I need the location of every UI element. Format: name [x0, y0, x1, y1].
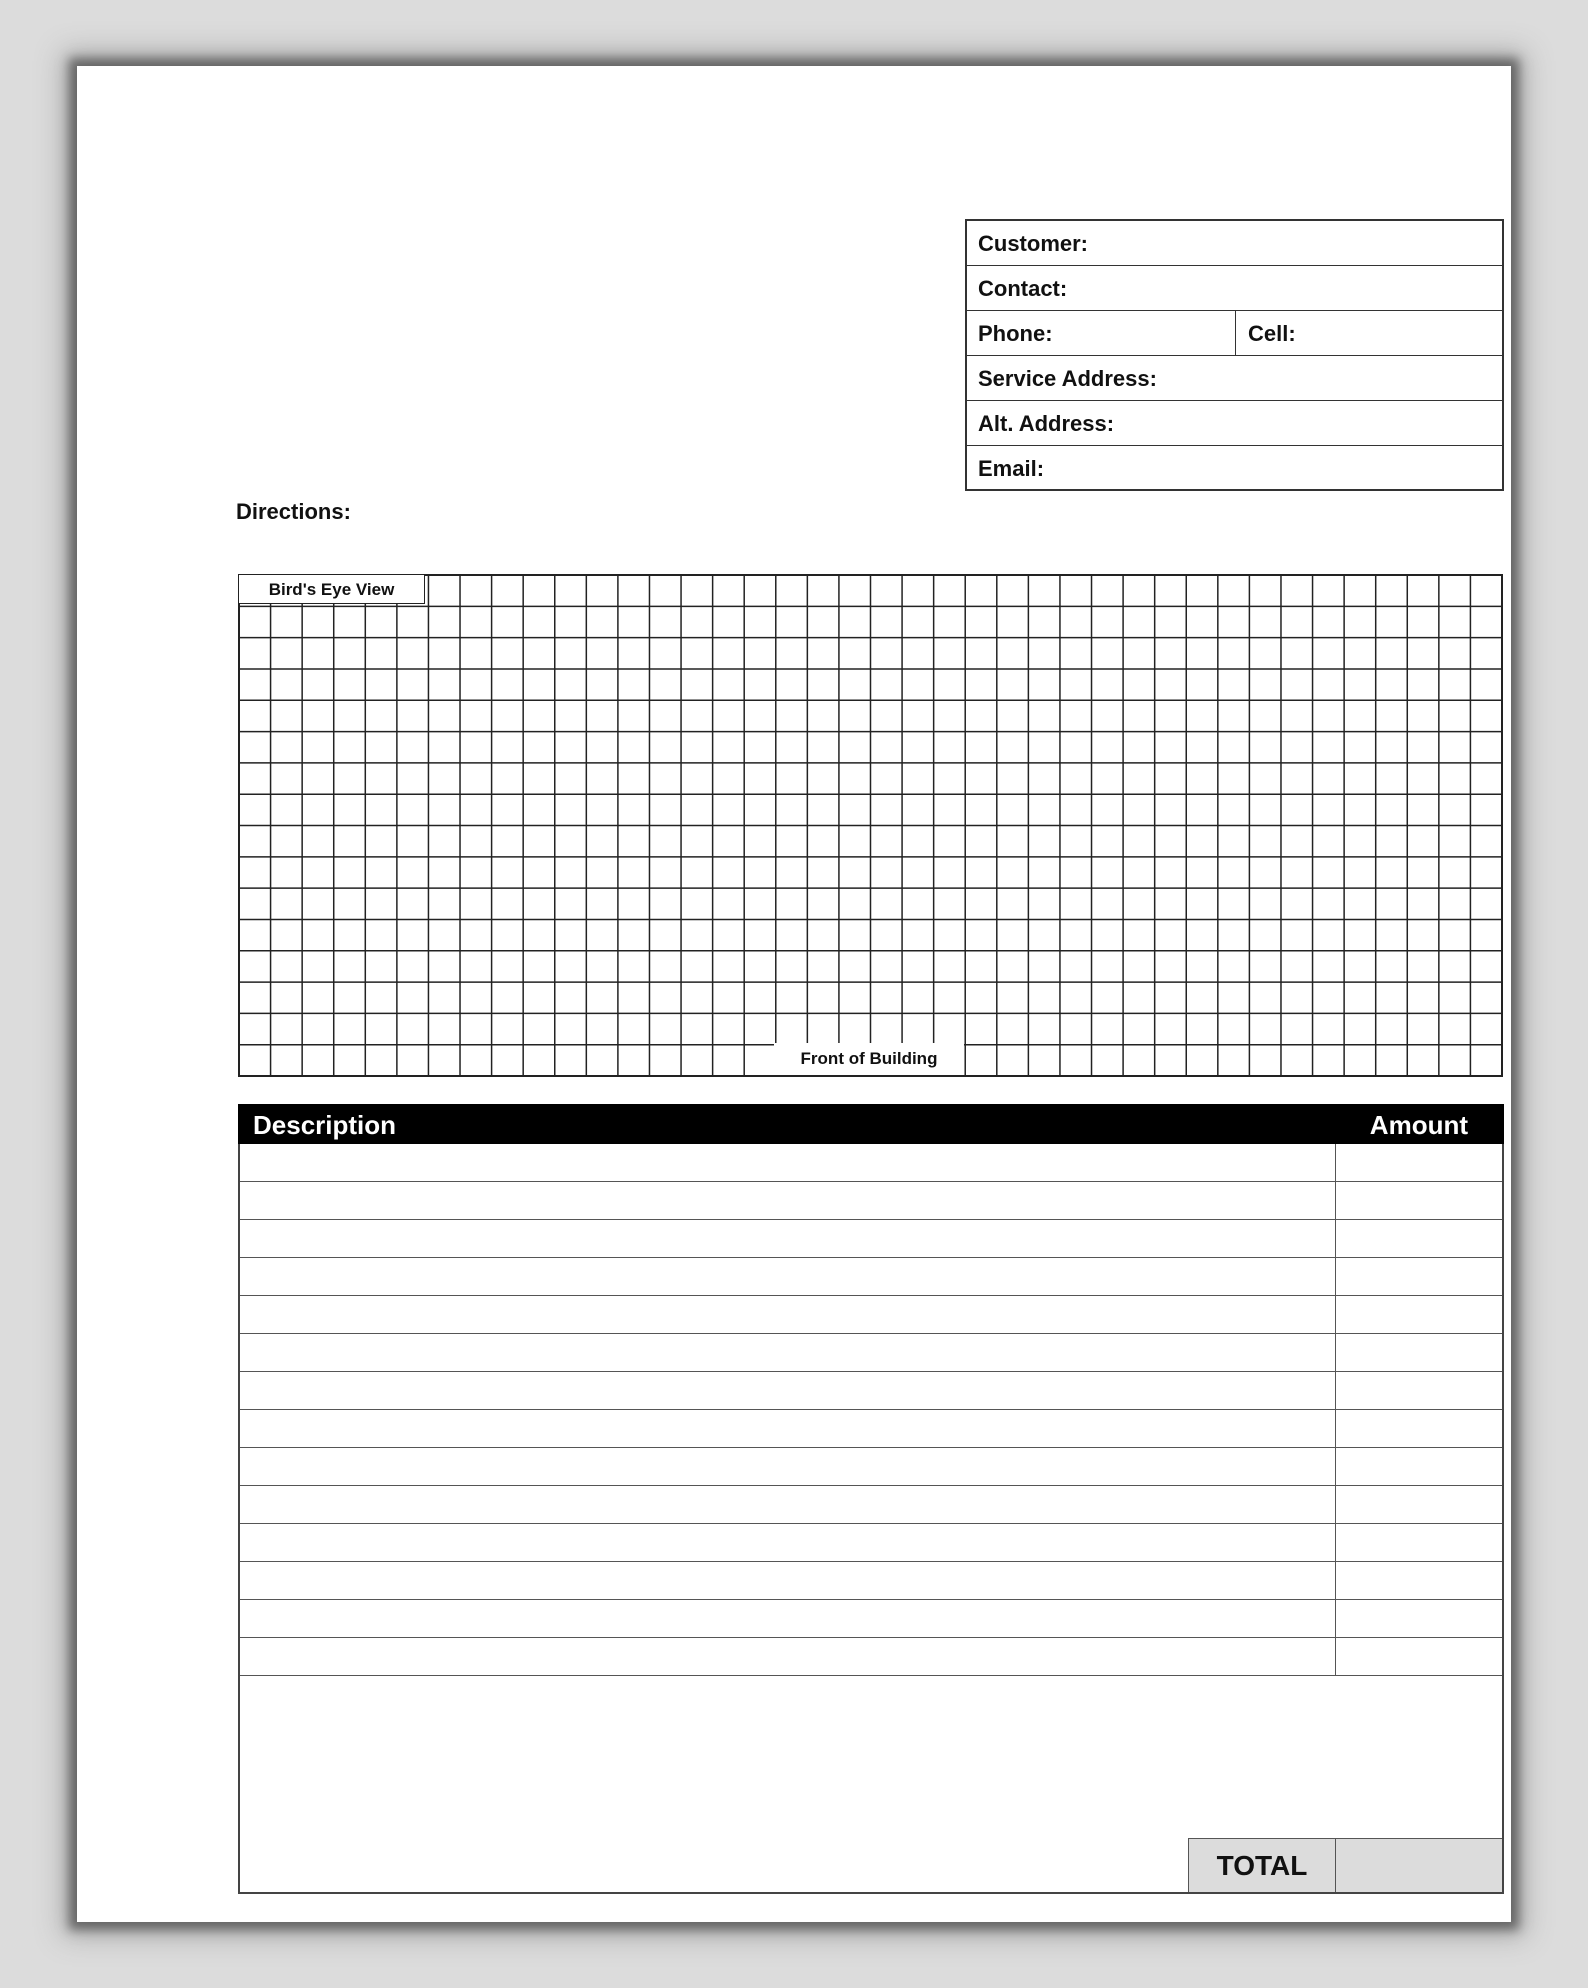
- sketch-grid[interactable]: [238, 574, 1503, 1077]
- table-row[interactable]: [240, 1524, 1502, 1562]
- customer-label: Customer:: [978, 231, 1089, 256]
- table-row[interactable]: [240, 1334, 1502, 1372]
- description-header: Description: [253, 1110, 397, 1140]
- line-items-table: [238, 1104, 1504, 1894]
- cell-label: Cell:: [1248, 321, 1296, 346]
- table-header: [238, 1104, 1504, 1144]
- table-row[interactable]: [240, 1182, 1502, 1220]
- table-row[interactable]: [240, 1372, 1502, 1410]
- email-label: Email:: [978, 456, 1045, 481]
- total-amount-field[interactable]: [1335, 1838, 1502, 1892]
- contact-label: Contact:: [978, 276, 1068, 301]
- alt-address-field[interactable]: [967, 401, 1502, 446]
- table-row[interactable]: [240, 1220, 1502, 1258]
- amount-cell[interactable]: [1335, 1258, 1336, 1295]
- table-row[interactable]: [240, 1258, 1502, 1296]
- amount-cell[interactable]: [1335, 1448, 1336, 1485]
- amount-cell[interactable]: [1335, 1144, 1336, 1181]
- amount-cell[interactable]: [1335, 1600, 1336, 1637]
- grid-lines: [238, 574, 1503, 1077]
- customer-info-box: [965, 219, 1504, 491]
- service-address-label: Service Address:: [978, 366, 1157, 391]
- email-field[interactable]: [967, 446, 1502, 491]
- phone-cell-divider: [1235, 311, 1236, 355]
- directions-label: Directions:: [236, 499, 351, 524]
- amount-cell[interactable]: [1335, 1486, 1336, 1523]
- phone-cell-row: [967, 311, 1502, 356]
- amount-header: Amount: [1369, 1110, 1468, 1140]
- amount-cell[interactable]: [1335, 1410, 1336, 1447]
- form-page: [77, 66, 1511, 1922]
- table-row[interactable]: [240, 1562, 1502, 1600]
- amount-cell[interactable]: [1335, 1638, 1336, 1675]
- table-row[interactable]: [240, 1296, 1502, 1334]
- table-row[interactable]: [240, 1410, 1502, 1448]
- amount-cell[interactable]: [1335, 1296, 1336, 1333]
- table-row[interactable]: [240, 1600, 1502, 1638]
- front-of-building-label: Front of Building: [774, 1043, 964, 1075]
- amount-cell[interactable]: [1335, 1562, 1336, 1599]
- amount-cell[interactable]: [1335, 1372, 1336, 1409]
- amount-cell[interactable]: [1335, 1182, 1336, 1219]
- table-row[interactable]: [240, 1144, 1502, 1182]
- service-address-field[interactable]: [967, 356, 1502, 401]
- line-item-rows: [240, 1144, 1502, 1676]
- customer-field[interactable]: [967, 221, 1502, 266]
- total-label: TOTAL: [1188, 1838, 1336, 1892]
- alt-address-label: Alt. Address:: [978, 411, 1115, 436]
- table-row[interactable]: [240, 1448, 1502, 1486]
- table-row[interactable]: [240, 1486, 1502, 1524]
- amount-cell[interactable]: [1335, 1334, 1336, 1371]
- amount-cell[interactable]: [1335, 1524, 1336, 1561]
- contact-field[interactable]: [967, 266, 1502, 311]
- table-row[interactable]: [240, 1638, 1502, 1676]
- birds-eye-view-label: Bird's Eye View: [239, 575, 425, 604]
- amount-cell[interactable]: [1335, 1220, 1336, 1257]
- phone-label: Phone:: [978, 321, 1053, 346]
